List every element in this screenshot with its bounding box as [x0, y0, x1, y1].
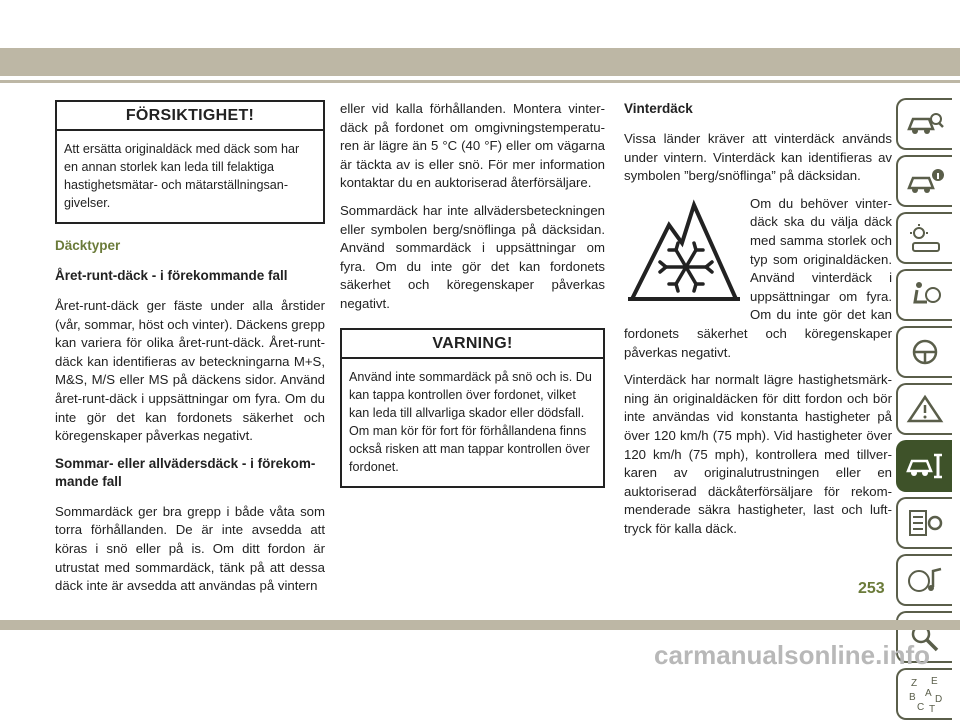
airbag-seat-icon[interactable]: [896, 269, 952, 321]
svg-text:Z: Z: [911, 678, 918, 689]
winter-title: Vinterdäck: [624, 101, 693, 116]
caution-box: [55, 100, 325, 224]
car-wrench-icon[interactable]: [896, 440, 952, 492]
svg-text:T: T: [929, 704, 936, 714]
paragraph-summer-mark: Sommardäck har inte allvädersbeteckningen eller symbolen berg/snöflinga på däcksidan. Använd sommardäck i uppsättningar om fyra. Om du inte gör det kan fordonets säkerhet och köregenskaper påverkas negativt.: [340, 202, 605, 311]
mountain-snowflake-icon: [624, 195, 744, 307]
subheading-all-season: Året-runt-däck - i förekommande fall: [55, 268, 288, 283]
steering-wheel-icon[interactable]: [896, 326, 952, 378]
warning-box: [340, 328, 605, 488]
caution-text: Att ersätta originaldäck med däck som har en annan storlek kan leda till felaktiga hastighetsmätar- och mätarställningsangivelser.: [64, 142, 300, 210]
music-phone-icon[interactable]: [896, 554, 952, 606]
column-3: [624, 100, 892, 547]
section-title: Däcktyper: [55, 238, 121, 253]
warning-text: Använd inte sommardäck på snö och is. Du kan tappa kontrollen över fordonet, vilket kan leda till allvarliga skador eller dödsfall. Om man kör för fort för förhållandena finns också risken att man tappar kontrollen över fordonet.: [349, 369, 592, 474]
paragraph-cold: eller vid kalla förhållanden. Montera vinterdäck på fordonet om omgivningstemperaturen är lägre än 5 °C (40 °F) eller om vägarna är täckta av is eller snö. För mer information kontaktar du en auktoriserad återförsäljare.: [340, 101, 605, 191]
page-number: 253: [858, 580, 885, 597]
svg-text:E: E: [931, 676, 938, 687]
dashboard-lights-icon[interactable]: [896, 212, 952, 264]
settings-list-icon[interactable]: [896, 497, 952, 549]
column-2: [340, 100, 605, 502]
warning-road-icon[interactable]: [896, 383, 952, 435]
paragraph-winter-choose: Om du behöver vinterdäck ska du välja däck med samma storlek och typ som originaldäcken. Använd vinterdäck i uppsättningar om fyra. Om du inte gör det kan fordonets säkerhet och köregenskaper påverkas negativt.: [624, 195, 892, 360]
column-1: [55, 100, 325, 605]
header-band: [0, 48, 960, 76]
caution-title: FÖRSIKTIGHET!: [57, 102, 323, 131]
svg-text:A: A: [925, 688, 932, 699]
subheading-summer: Sommar- eller allvädersdäck - i förekommande fall: [55, 455, 316, 489]
watermark: carmanualsonline.info: [654, 640, 930, 670]
paragraph-winter-speed: Vinterdäck har normalt lägre hastighetsmärkning än originaldäcken för ditt fordon och bör inte användas vid konstanta hastigheter på över 120 km/h (75 mph). Vid hastigheter över 120 km/h (75 mph), kontrollera med tillverkaren av originalutrustningen eller en auktoriserad däckåterförsäljare för rekommenderade säkra hastigheter, last och lufttryck för kalla däck.: [624, 372, 892, 536]
paragraph-summer: Sommardäck ger bra grepp i både våta som torra förhållanden. De är inte avsedda att köras i snö eller på is. Om ditt fordon är utrustat med sommardäck, tänk på att dessa däck inte är avsedda att användas på vintern: [55, 503, 325, 594]
svg-text:B: B: [909, 692, 916, 703]
warning-title: VARNING!: [342, 330, 603, 359]
car-search-icon[interactable]: [896, 98, 952, 150]
paragraph-winter-intro: Vissa länder kräver att vinterdäck används under vintern. Vinterdäck kan identifieras av symbolen ”berg/snöflinga” på däcksidan.: [624, 131, 892, 184]
car-info-icon[interactable]: [896, 155, 952, 207]
header-rule: [0, 80, 960, 83]
chapter-tabs: [896, 98, 952, 725]
footer-band: [0, 620, 960, 630]
paragraph-all-season: Året-runt-däck ger fäste under alla årstider (vår, sommar, höst och vinter). Däckens grepp kan variera för olika året-runt-däck. Året-runt-däck kan identifieras av beteckningarna M+S, M&S, M/S eller MS på däckens sidor. Använd året-runt-däck i uppsättningar om fyra. Om du inte gör det kan fordonets säkerhet och köregenskaper påverkas negativt.: [55, 298, 325, 444]
svg-text:C: C: [917, 702, 925, 713]
svg-text:D: D: [935, 694, 943, 705]
alphabet-index-icon[interactable]: [896, 668, 952, 720]
